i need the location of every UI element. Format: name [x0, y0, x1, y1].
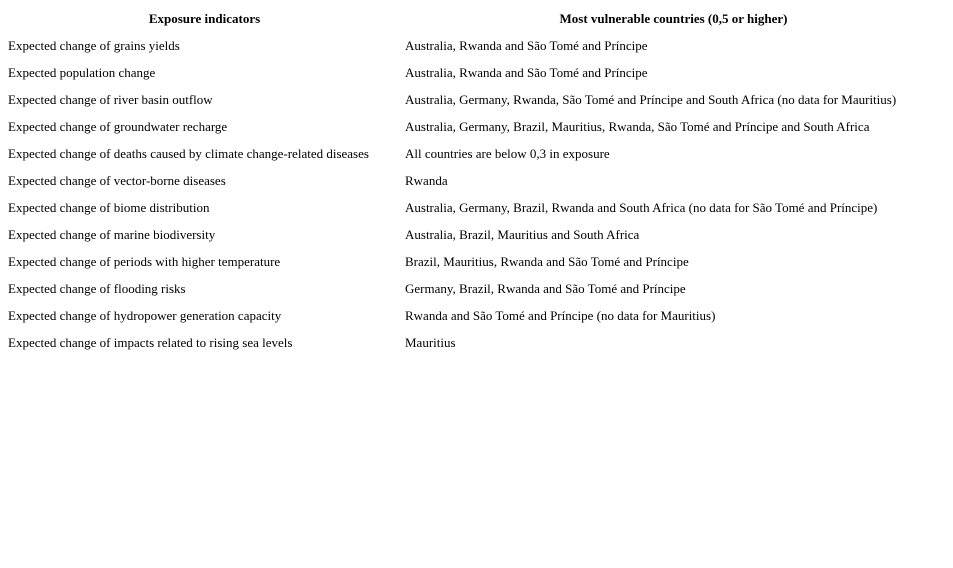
table-row — [6, 221, 944, 248]
table-row — [6, 194, 944, 221]
indicator-cell: Expected change of periods with higher temperature — [8, 253, 281, 269]
table-row — [6, 302, 944, 329]
indicator-cell: Expected change of hydropower generation capacity — [8, 307, 282, 323]
header-row — [6, 5, 944, 32]
table-header — [6, 5, 944, 32]
table-body — [6, 32, 944, 356]
countries-cell: Australia, Germany, Brazil, Rwanda and South Africa (no data for São Tomé and Príncipe) — [405, 199, 878, 215]
table-row — [6, 59, 944, 86]
table-row — [6, 275, 944, 302]
countries-cell: Rwanda and São Tomé and Príncipe (no data for Mauritius) — [405, 307, 716, 323]
table-row — [6, 329, 944, 356]
indicator-cell: Expected change of biome distribution — [8, 199, 210, 215]
table-row — [6, 113, 944, 140]
countries-cell: Rwanda — [405, 172, 448, 188]
countries-cell: Germany, Brazil, Rwanda and São Tomé and Príncipe — [405, 280, 686, 296]
table-row — [6, 86, 944, 113]
countries-cell: Australia, Rwanda and São Tomé and Príncipe — [405, 64, 648, 80]
table-row — [6, 140, 944, 167]
countries-cell: All countries are below 0,3 in exposure — [405, 145, 610, 161]
header-most-vulnerable-countries: Most vulnerable countries (0,5 or higher) — [559, 10, 788, 26]
countries-cell: Brazil, Mauritius, Rwanda and São Tomé and Príncipe — [405, 253, 689, 269]
countries-cell: Australia, Germany, Rwanda, São Tomé and Príncipe and South Africa (no data for Mauritius) — [405, 91, 897, 107]
countries-cell: Mauritius — [405, 334, 456, 350]
table-row — [6, 167, 944, 194]
indicator-cell: Expected change of vector-borne diseases — [8, 172, 226, 188]
indicator-cell: Expected change of flooding risks — [8, 280, 186, 296]
countries-cell: Australia, Germany, Brazil, Mauritius, Rwanda, São Tomé and Príncipe and South Africa — [405, 118, 870, 134]
exposure-table — [6, 5, 944, 356]
countries-cell: Australia, Rwanda and São Tomé and Príncipe — [405, 37, 648, 53]
table-row — [6, 32, 944, 59]
indicator-cell: Expected population change — [8, 64, 156, 80]
indicator-cell: Expected change of impacts related to rising sea levels — [8, 334, 293, 350]
indicator-cell: Expected change of groundwater recharge — [8, 118, 228, 134]
table-row — [6, 248, 944, 275]
indicator-cell: Expected change of marine biodiversity — [8, 226, 216, 242]
indicator-cell: Expected change of grains yields — [8, 37, 180, 53]
countries-cell: Australia, Brazil, Mauritius and South Africa — [405, 226, 640, 242]
indicator-cell: Expected change of deaths caused by climate change-related diseases — [8, 145, 369, 161]
header-exposure-indicators: Exposure indicators — [148, 10, 261, 26]
indicator-cell: Expected change of river basin outflow — [8, 91, 213, 107]
